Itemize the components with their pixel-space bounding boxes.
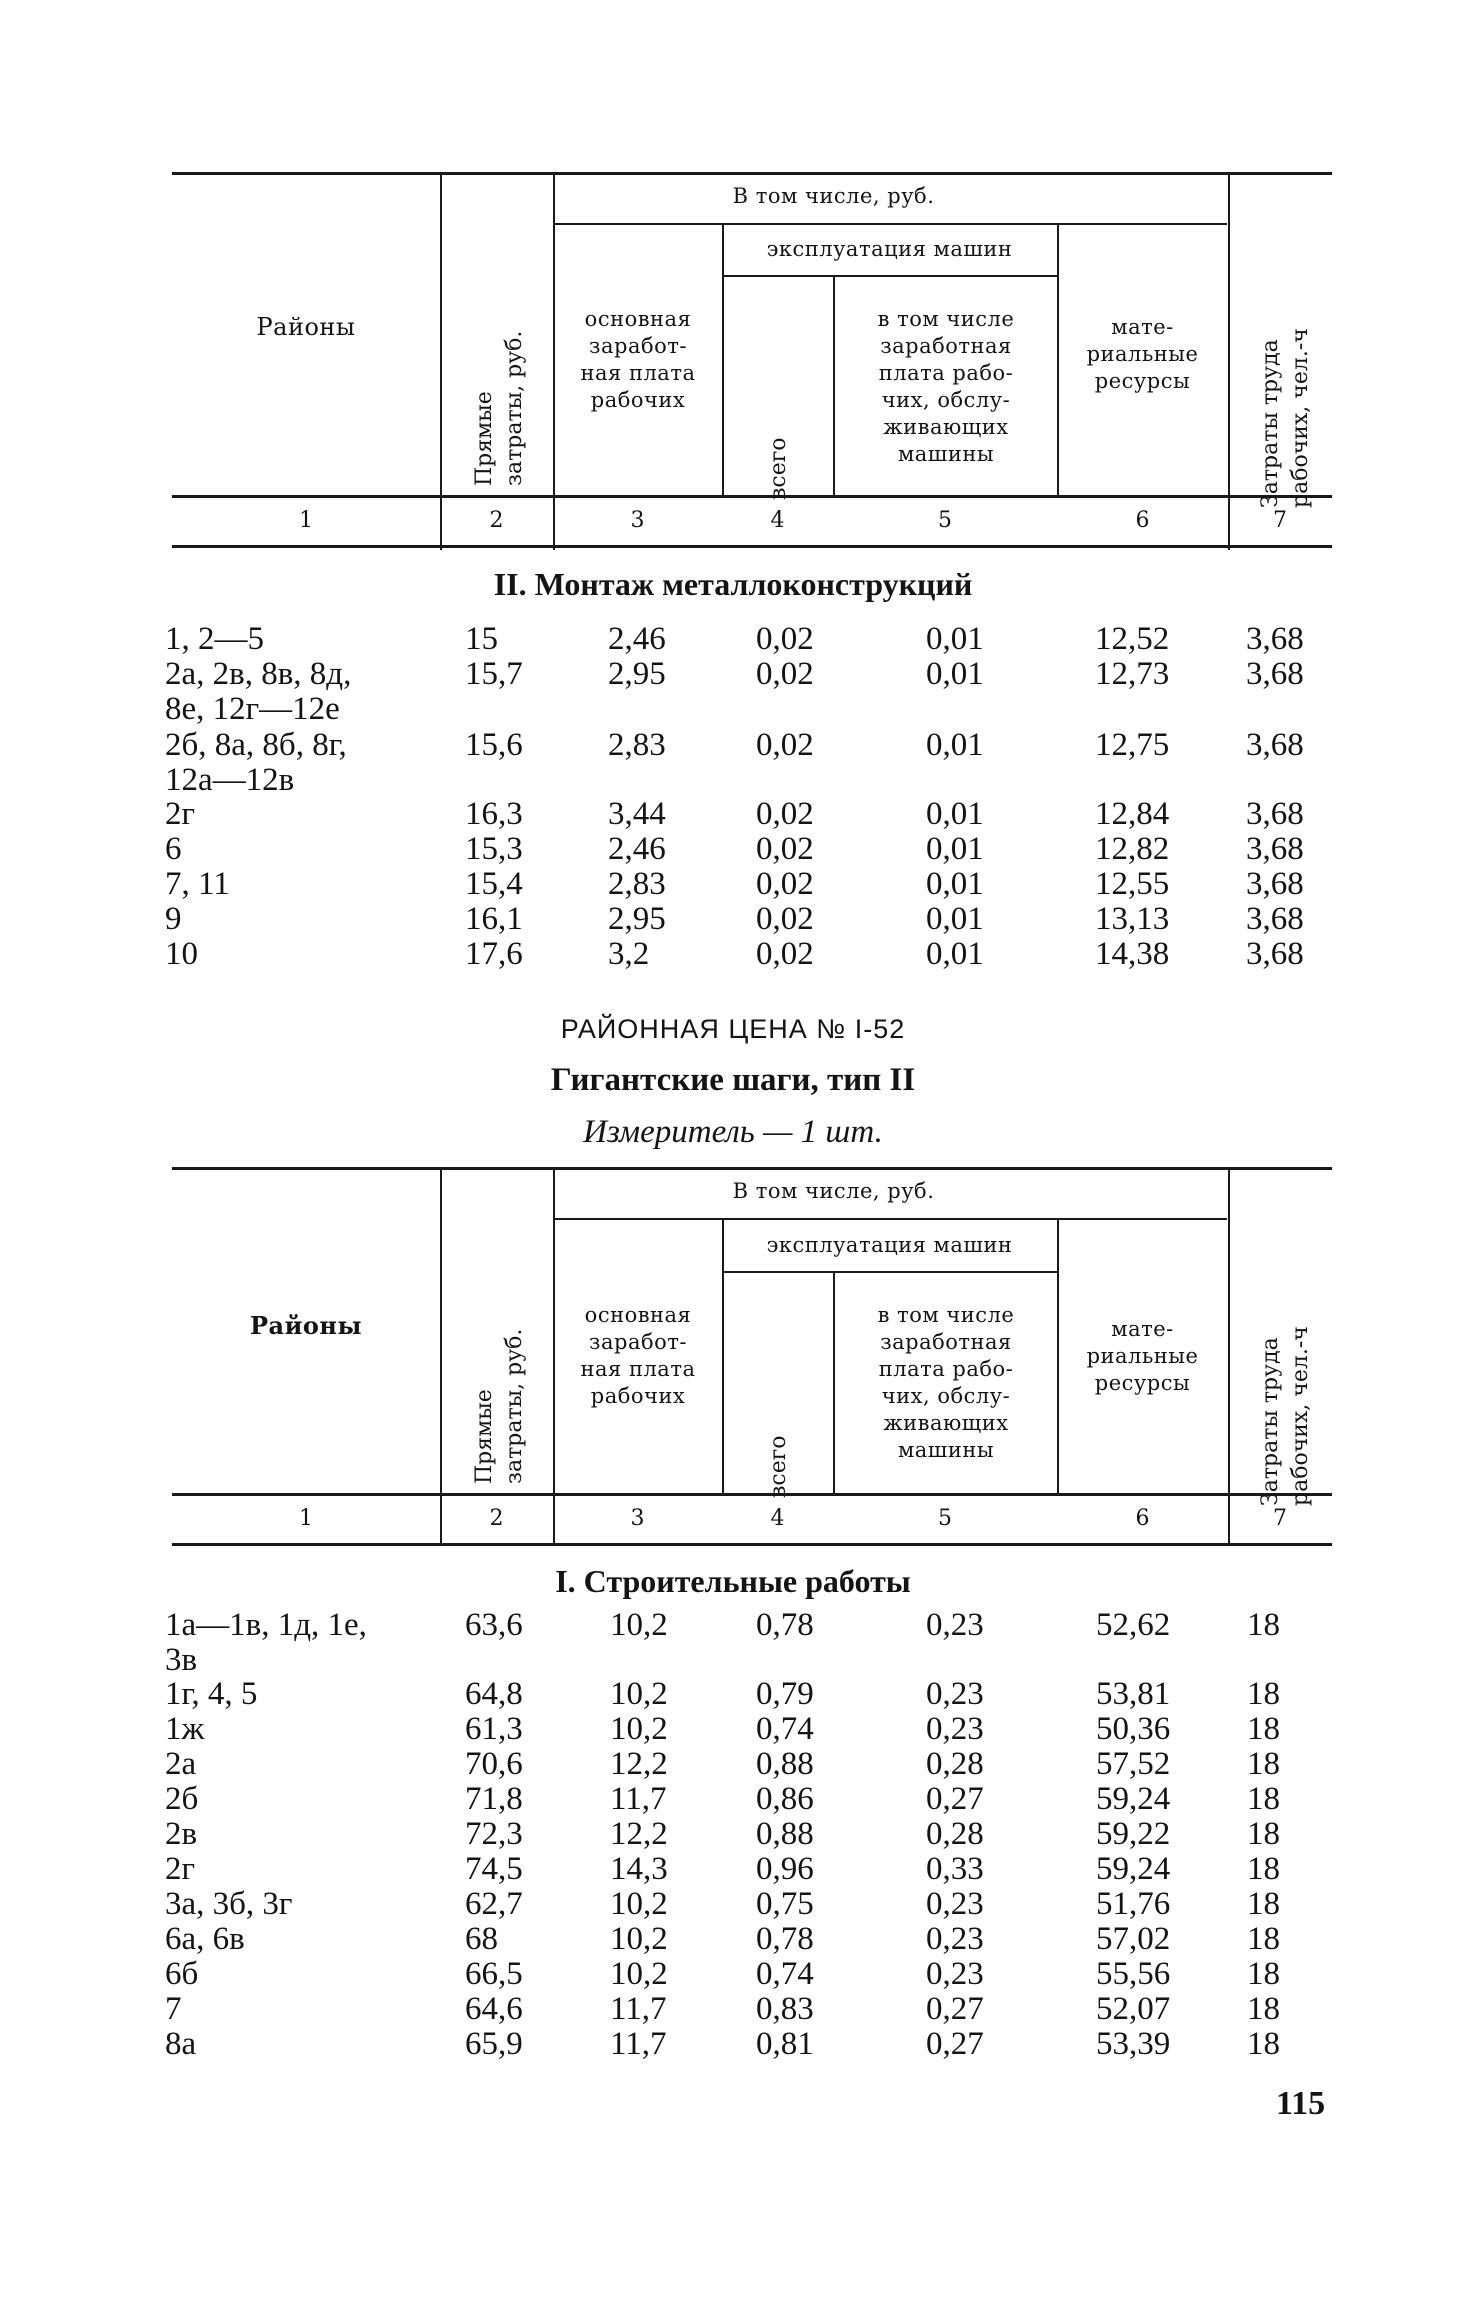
value-cell: 53,81 <box>1096 1676 1171 1712</box>
header-osnovnaya: основная заработ- ная плата рабочих <box>580 1303 696 1408</box>
value-cell: 10,2 <box>610 1956 668 1992</box>
value-cell: 0,83 <box>756 1991 814 2027</box>
header-vsego: всего <box>766 1435 791 1498</box>
value-cell: 0,23 <box>926 1921 984 1957</box>
value-cell: 16,3 <box>465 796 523 832</box>
value-cell: 0,02 <box>756 936 814 972</box>
col-number: 7 <box>1273 1506 1287 1531</box>
value-cell: 18 <box>1247 1781 1280 1817</box>
value-cell: 0,01 <box>926 831 984 867</box>
value-cell: 0,79 <box>756 1676 814 1712</box>
value-cell: 3,2 <box>608 936 650 972</box>
value-cell: 0,01 <box>926 796 984 832</box>
header-vsego: всего <box>766 437 791 500</box>
value-cell: 18 <box>1247 1816 1280 1852</box>
value-cell: 0,02 <box>756 901 814 937</box>
region-cell: 2б, 8а, 8б, 8г, <box>165 727 347 763</box>
value-cell: 2,95 <box>608 656 666 692</box>
region-cell: 2в <box>165 1816 198 1852</box>
value-cell: 10,2 <box>610 1711 668 1747</box>
value-cell: 16,1 <box>465 901 523 937</box>
header-pryamye-zatraty: Прямые затраты, руб. <box>472 1328 527 1484</box>
region-cell: 8а <box>165 2026 197 2062</box>
value-cell: 0,74 <box>756 1711 814 1747</box>
value-cell: 0,28 <box>926 1746 984 1782</box>
value-cell: 3,68 <box>1246 656 1304 692</box>
value-cell: 0,23 <box>926 1956 984 1992</box>
region-cell: 2б <box>165 1781 199 1817</box>
region-cell-continuation: 12а—12в <box>165 762 295 798</box>
value-cell: 18 <box>1247 1607 1280 1643</box>
value-cell: 64,8 <box>465 1676 523 1712</box>
value-cell: 0,86 <box>756 1781 814 1817</box>
col-number: 2 <box>489 1506 504 1531</box>
value-cell: 3,44 <box>608 796 666 832</box>
header-zatraty-truda: Затраты труда рабочих, чел.-ч <box>1258 1326 1313 1506</box>
value-cell: 74,5 <box>465 1851 523 1887</box>
value-cell: 65,9 <box>465 2026 523 2062</box>
header-rayony: Районы <box>256 313 356 341</box>
col-number: 6 <box>1135 508 1150 533</box>
region-cell-continuation: 8е, 12г—12е <box>165 691 340 727</box>
header-ekspluatatsiya: эксплуатация машин <box>766 237 1013 261</box>
value-cell: 15,4 <box>465 866 523 902</box>
price-name: Гигантские шаги, тип II <box>550 1062 916 1098</box>
value-cell: 0,78 <box>756 1921 814 1957</box>
value-cell: 52,62 <box>1096 1607 1171 1643</box>
value-cell: 61,3 <box>465 1711 523 1747</box>
value-cell: 0,02 <box>756 796 814 832</box>
value-cell: 15,3 <box>465 831 523 867</box>
value-cell: 59,24 <box>1096 1851 1171 1887</box>
value-cell: 0,23 <box>926 1676 984 1712</box>
value-cell: 15,7 <box>465 656 523 692</box>
value-cell: 0,01 <box>926 621 984 657</box>
value-cell: 68 <box>465 1921 498 1957</box>
col-number: 5 <box>938 508 952 533</box>
value-cell: 57,52 <box>1096 1746 1171 1782</box>
col-number: 1 <box>299 1506 313 1531</box>
section-title: I. Строительные работы <box>555 1563 911 1599</box>
value-cell: 0,23 <box>926 1607 984 1643</box>
value-cell: 0,02 <box>756 621 814 657</box>
region-cell: 10 <box>165 936 198 972</box>
value-cell: 2,95 <box>608 901 666 937</box>
value-cell: 2,83 <box>608 727 666 763</box>
value-cell: 0,01 <box>926 727 984 763</box>
value-cell: 12,2 <box>610 1816 668 1852</box>
value-cell: 0,02 <box>756 727 814 763</box>
value-cell: 10,2 <box>610 1921 668 1957</box>
value-cell: 53,39 <box>1096 2026 1171 2062</box>
value-cell: 2,83 <box>608 866 666 902</box>
value-cell: 59,24 <box>1096 1781 1171 1817</box>
value-cell: 11,7 <box>610 1991 667 2027</box>
price-unit: Измеритель — 1 шт. <box>583 1114 883 1150</box>
price-label: РАЙОННАЯ ЦЕНА № I-52 <box>560 1014 906 1044</box>
value-cell: 3,68 <box>1246 901 1304 937</box>
value-cell: 18 <box>1247 1851 1280 1887</box>
col-number: 1 <box>299 508 313 533</box>
col-number: 5 <box>938 1506 952 1531</box>
value-cell: 12,52 <box>1095 621 1170 657</box>
value-cell: 10,2 <box>610 1886 668 1922</box>
value-cell: 0,88 <box>756 1816 814 1852</box>
value-cell: 12,2 <box>610 1746 668 1782</box>
value-cell: 0,23 <box>926 1886 984 1922</box>
header-osnovnaya: основная заработ- ная плата рабочих <box>580 307 696 412</box>
col-number: 3 <box>630 508 645 533</box>
header-zarabotnaya-plata: в том числе заработная плата рабо- чих, обслу- живающих машины <box>877 307 1015 466</box>
value-cell: 2,46 <box>608 831 666 867</box>
value-cell: 18 <box>1247 1956 1280 1992</box>
value-cell: 10,2 <box>610 1607 668 1643</box>
region-cell: 2а <box>165 1746 197 1782</box>
region-cell: 6б <box>165 1956 199 1992</box>
value-cell: 3,68 <box>1246 796 1304 832</box>
region-cell: 9 <box>165 901 182 937</box>
col-number: 6 <box>1135 1506 1150 1531</box>
value-cell: 12,84 <box>1095 796 1170 832</box>
value-cell: 18 <box>1247 2026 1280 2062</box>
value-cell: 13,13 <box>1095 901 1170 937</box>
value-cell: 18 <box>1247 1886 1280 1922</box>
region-cell: 6а, 6в <box>165 1921 245 1957</box>
region-cell: 1а—1в, 1д, 1е, <box>165 1607 367 1643</box>
region-cell: 2г <box>165 796 196 832</box>
value-cell: 0,78 <box>756 1607 814 1643</box>
value-cell: 11,7 <box>610 2026 667 2062</box>
value-cell: 0,02 <box>756 656 814 692</box>
value-cell: 0,27 <box>926 2026 984 2062</box>
value-cell: 18 <box>1247 1991 1280 2027</box>
value-cell: 0,28 <box>926 1816 984 1852</box>
value-cell: 0,81 <box>756 2026 814 2062</box>
value-cell: 0,02 <box>756 866 814 902</box>
value-cell: 3,68 <box>1246 621 1304 657</box>
value-cell: 72,3 <box>465 1816 523 1852</box>
col-number: 2 <box>489 508 504 533</box>
value-cell: 63,6 <box>465 1607 523 1643</box>
value-cell: 0,01 <box>926 901 984 937</box>
col-number: 4 <box>770 508 785 533</box>
value-cell: 3,68 <box>1246 866 1304 902</box>
value-cell: 0,27 <box>926 1991 984 2027</box>
header-ekspluatatsiya: эксплуатация машин <box>766 1233 1013 1257</box>
value-cell: 52,07 <box>1096 1991 1171 2027</box>
region-cell: 6 <box>165 831 182 867</box>
region-cell: 1, 2—5 <box>165 621 264 657</box>
value-cell: 3,68 <box>1246 936 1304 972</box>
value-cell: 12,82 <box>1095 831 1170 867</box>
header-v-tom-chisle: В том числе, руб. <box>732 184 935 208</box>
region-cell: 3а, 3б, 3г <box>165 1886 293 1922</box>
value-cell: 0,01 <box>926 656 984 692</box>
value-cell: 0,01 <box>926 936 984 972</box>
header-v-tom-chisle: В том числе, руб. <box>732 1179 935 1203</box>
value-cell: 64,6 <box>465 1991 523 2027</box>
region-cell: 1ж <box>165 1711 205 1747</box>
value-cell: 15 <box>465 621 498 657</box>
value-cell: 12,75 <box>1095 727 1170 763</box>
value-cell: 17,6 <box>465 936 523 972</box>
region-cell: 7, 11 <box>165 866 230 902</box>
header-zatraty-truda: Затраты труда рабочих, чел.-ч <box>1258 328 1313 508</box>
value-cell: 0,33 <box>926 1851 984 1887</box>
header-materialnye: мате- риальные ресурсы <box>1086 1317 1199 1395</box>
value-cell: 0,02 <box>756 831 814 867</box>
value-cell: 3,68 <box>1246 727 1304 763</box>
value-cell: 0,01 <box>926 866 984 902</box>
value-cell: 10,2 <box>610 1676 668 1712</box>
region-cell: 7 <box>165 1991 182 2027</box>
header-rayony: Районы <box>249 1311 363 1340</box>
header-materialnye: мате- риальные ресурсы <box>1086 315 1199 393</box>
value-cell: 0,75 <box>756 1886 814 1922</box>
value-cell: 12,73 <box>1095 656 1170 692</box>
value-cell: 2,46 <box>608 621 666 657</box>
value-cell: 71,8 <box>465 1781 523 1817</box>
region-cell-continuation: 3в <box>165 1642 198 1678</box>
col-number: 3 <box>630 1506 645 1531</box>
page-number: 115 <box>1276 2085 1326 2122</box>
value-cell: 55,56 <box>1096 1956 1171 1992</box>
value-cell: 11,7 <box>610 1781 667 1817</box>
value-cell: 62,7 <box>465 1886 523 1922</box>
region-cell: 2г <box>165 1851 196 1887</box>
section-title: II. Монтаж металлоконструкций <box>493 566 973 602</box>
col-number: 4 <box>770 1506 785 1531</box>
value-cell: 51,76 <box>1096 1886 1171 1922</box>
value-cell: 57,02 <box>1096 1921 1171 1957</box>
value-cell: 66,5 <box>465 1956 523 1992</box>
header-zarabotnaya-plata: в том числе заработная плата рабо- чих, обслу- живающих машины <box>877 1303 1015 1462</box>
value-cell: 14,38 <box>1095 936 1170 972</box>
value-cell: 0,74 <box>756 1956 814 1992</box>
value-cell: 0,96 <box>756 1851 814 1887</box>
value-cell: 12,55 <box>1095 866 1170 902</box>
value-cell: 50,36 <box>1096 1711 1171 1747</box>
value-cell: 0,27 <box>926 1781 984 1817</box>
value-cell: 0,23 <box>926 1711 984 1747</box>
region-cell: 1г, 4, 5 <box>165 1676 258 1712</box>
value-cell: 15,6 <box>465 727 523 763</box>
value-cell: 3,68 <box>1246 831 1304 867</box>
value-cell: 18 <box>1247 1676 1280 1712</box>
value-cell: 0,88 <box>756 1746 814 1782</box>
col-number: 7 <box>1273 508 1287 533</box>
value-cell: 14,3 <box>610 1851 668 1887</box>
header-pryamye-zatraty: Прямые затраты, руб. <box>472 330 527 486</box>
value-cell: 59,22 <box>1096 1816 1171 1852</box>
value-cell: 18 <box>1247 1746 1280 1782</box>
region-cell: 2а, 2в, 8в, 8д, <box>165 656 352 692</box>
value-cell: 18 <box>1247 1921 1280 1957</box>
value-cell: 70,6 <box>465 1746 523 1782</box>
value-cell: 18 <box>1247 1711 1280 1747</box>
